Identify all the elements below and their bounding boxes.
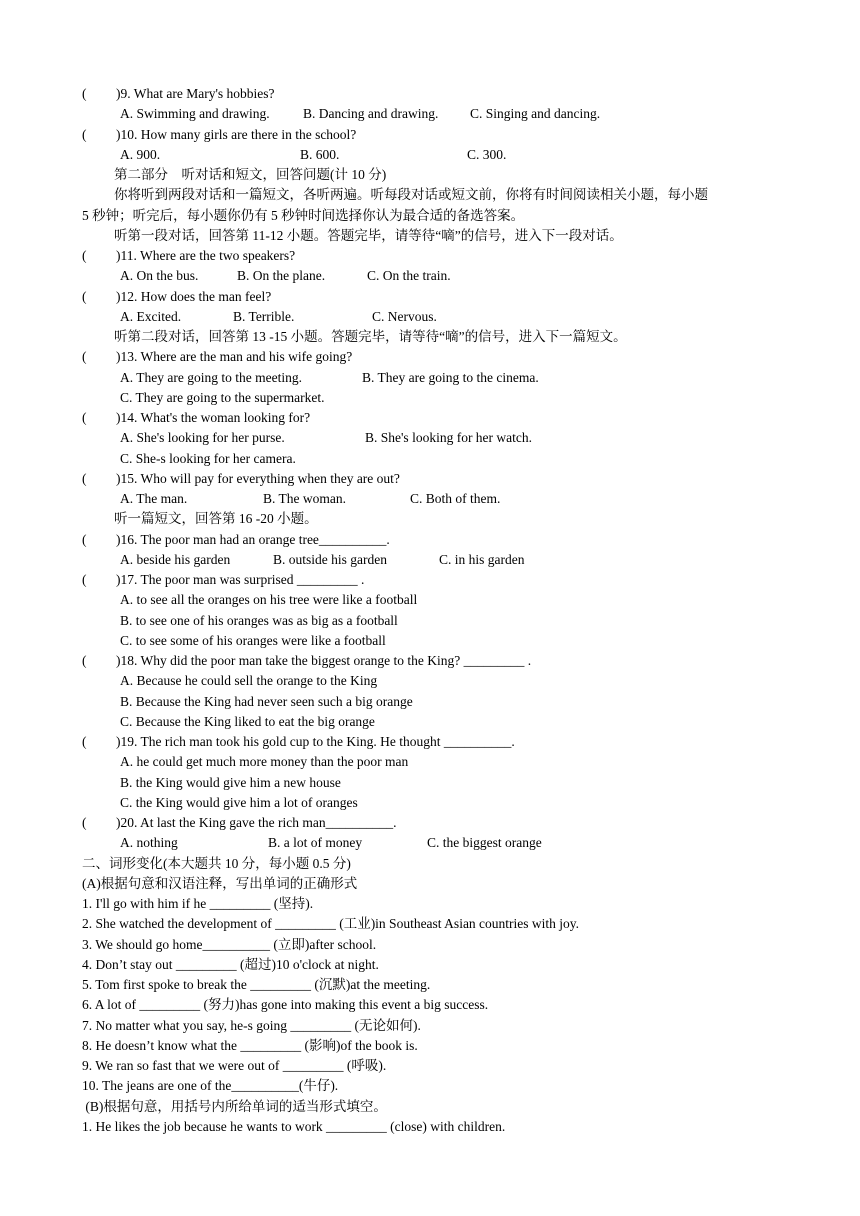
text-line [0, 975, 860, 995]
question-text: )13. Where are the man and his wife going? [116, 349, 353, 365]
options-line [0, 611, 860, 631]
text-line [0, 1056, 860, 1076]
answer-paren[interactable]: ( [82, 815, 87, 830]
text-line [0, 914, 860, 934]
options-line [0, 368, 860, 388]
options-line [0, 692, 860, 712]
line-text: 9. We ran so fast that we were out of _________ (呼吸). [82, 1058, 387, 1073]
answer-option: A. Because he could sell the orange to the King [120, 673, 378, 689]
answer-option: B. to see one of his oranges was as big as a football [120, 612, 398, 628]
answer-paren[interactable]: ( [82, 653, 87, 668]
answer-option: C. the biggest orange [427, 835, 542, 851]
line-text: 听第二段对话，回答第 13 -15 小题。答题完毕，请等待“嘀”的信号，进入下一篇短文。 [114, 329, 627, 344]
question-text: )12. How does the man feel? [116, 288, 272, 304]
answer-option: C. in his garden [439, 551, 525, 567]
options-line [0, 712, 860, 732]
question-line [0, 347, 860, 367]
question-text: )19. The rich man took his gold cup to the King. He thought __________. [116, 734, 515, 749]
answer-option: B. They are going to the cinema. [362, 369, 539, 385]
options-line [0, 388, 860, 408]
answer-option: B. On the plane. [237, 268, 326, 284]
line-text: 你将听到两段对话和一篇短文，各听两遍。听每段对话或短文前，你将有时间阅读相关小题，每小题 [114, 187, 708, 203]
answer-option: B. Dancing and drawing. [303, 106, 439, 122]
line-text: 1. He likes the job because he wants to work _________ (close) with children. [82, 1118, 506, 1134]
text-line [0, 935, 860, 955]
answer-option: C. Both of them. [410, 491, 501, 506]
answer-option: A. The man. [120, 491, 188, 506]
options-line [0, 307, 860, 327]
question-text: )9. What are Mary's hobbies? [116, 86, 275, 101]
options-line [0, 428, 860, 448]
answer-option: C. They are going to the supermarket. [120, 389, 325, 405]
question-text: )14. What's the woman looking for? [116, 410, 311, 425]
question-line [0, 408, 860, 428]
options-line [0, 489, 860, 509]
answer-option: A. to see all the oranges on his tree were like a football [120, 592, 418, 608]
text-line [0, 894, 860, 914]
options-line [0, 773, 860, 793]
answer-option: B. 600. [300, 146, 340, 162]
answer-option: B. Because the King had never seen such a big orange [120, 693, 413, 709]
answer-paren[interactable]: ( [82, 531, 87, 547]
answer-option: B. a lot of money [268, 835, 363, 851]
section-instruction [0, 327, 860, 347]
answer-option: B. The woman. [263, 491, 346, 506]
answer-paren[interactable]: ( [82, 349, 87, 365]
answer-paren[interactable]: ( [82, 470, 87, 486]
line-text: 3. We should go home__________ (立即)after school. [82, 936, 377, 952]
line-text: 7. No matter what you say, he-s going _________ (无论如何). [82, 1017, 421, 1033]
line-text: 听第一段对话，回答第 11-12 小题。答题完毕，请等待“嘀”的信号，进入下一段对话。 [114, 227, 623, 243]
answer-paren[interactable]: ( [82, 86, 87, 101]
question-line [0, 246, 860, 266]
answer-option: A. On the bus. [120, 268, 199, 284]
section-instruction [0, 226, 860, 246]
line-text: 10. The jeans are one of the__________(牛仔). [82, 1078, 339, 1094]
options-line [0, 590, 860, 610]
text-line [0, 206, 860, 226]
question-line [0, 125, 860, 145]
exam-page [0, 84, 860, 1137]
line-text: 听一篇短文，回答第 16 -20 小题。 [114, 511, 318, 527]
question-line [0, 287, 860, 307]
answer-option: C. to see some of his oranges were like a football [120, 632, 386, 648]
options-line [0, 631, 860, 651]
question-line [0, 84, 860, 104]
line-text: 8. He doesn’t know what the _________ (影响)of the book is. [82, 1037, 418, 1053]
text-line [0, 955, 860, 975]
answer-option: C. She-s looking for her camera. [120, 450, 296, 466]
text-line [0, 995, 860, 1015]
text-line [0, 874, 860, 894]
line-text: 二、词形变化(本大题共 10 分，每小题 0.5 分) [82, 855, 351, 871]
text-line [0, 1016, 860, 1036]
section-instruction [0, 185, 860, 205]
answer-paren[interactable]: ( [82, 248, 87, 263]
answer-option: C. Because the King liked to eat the big orange [120, 713, 375, 729]
options-line [0, 266, 860, 286]
line-text: 6. A lot of _________ (努力)has gone into making this event a big success. [82, 997, 489, 1013]
line-text: 1. I'll go with him if he _________ (坚持). [82, 896, 314, 911]
answer-option: A. beside his garden [120, 551, 231, 567]
section-instruction [0, 165, 860, 185]
options-line [0, 104, 860, 124]
answer-option: B. outside his garden [273, 551, 387, 567]
question-line [0, 469, 860, 489]
answer-option: A. She's looking for her purse. [120, 430, 285, 446]
options-line [0, 449, 860, 469]
answer-option: B. the King would give him a new house [120, 774, 341, 790]
question-text: )15. Who will pay for everything when they are out? [116, 470, 400, 486]
line-text: (B)根据句意，用括号内所给单词的适当形式填空。 [82, 1098, 387, 1114]
line-text: 第二部分 听对话和短文，回答问题(计 10 分) [114, 167, 387, 182]
answer-option: C. the King would give him a lot of oranges [120, 794, 358, 810]
answer-option: B. Terrible. [233, 308, 295, 324]
answer-option: C. Singing and dancing. [470, 106, 601, 122]
options-line [0, 833, 860, 853]
question-line [0, 813, 860, 833]
line-text: 2. She watched the development of _________ (工业)in Southeast Asian countries with joy. [82, 916, 580, 932]
answer-paren[interactable]: ( [82, 572, 87, 587]
question-text: )18. Why did the poor man take the biggest orange to the King? _________ . [116, 653, 532, 668]
answer-option: A. They are going to the meeting. [120, 369, 302, 385]
text-line [0, 1076, 860, 1096]
answer-option: C. Nervous. [372, 308, 437, 324]
question-line [0, 570, 860, 590]
question-line [0, 651, 860, 671]
answer-paren[interactable]: ( [82, 288, 87, 304]
text-line [0, 1036, 860, 1056]
question-text: )17. The poor man was surprised _________ . [116, 572, 365, 587]
answer-paren[interactable]: ( [82, 734, 87, 749]
options-line [0, 145, 860, 165]
options-line [0, 793, 860, 813]
answer-option: A. nothing [120, 835, 178, 851]
question-line [0, 530, 860, 550]
answer-paren[interactable]: ( [82, 410, 87, 425]
answer-option: C. 300. [467, 146, 507, 162]
line-text: (A)根据句意和汉语注释，写出单词的正确形式 [82, 875, 358, 891]
options-line [0, 671, 860, 691]
text-line [0, 854, 860, 874]
question-text: )11. Where are the two speakers? [116, 248, 296, 263]
question-line [0, 732, 860, 752]
line-text: 4. Don’t stay out _________ (超过)10 o'clock at night. [82, 956, 379, 972]
text-line [0, 1117, 860, 1137]
answer-option: A. Excited. [120, 308, 182, 324]
options-line [0, 752, 860, 772]
answer-option: A. he could get much more money than the poor man [120, 754, 409, 770]
question-text: )10. How many girls are there in the school? [116, 126, 357, 142]
line-text: 5. Tom first spoke to break the _________ (沉默)at the meeting. [82, 977, 431, 992]
answer-option: A. Swimming and drawing. [120, 106, 270, 122]
question-text: )16. The poor man had an orange tree__________. [116, 531, 390, 547]
options-line [0, 550, 860, 570]
line-text: 5 秒钟；听完后，每小题你仍有 5 秒钟时间选择你认为最合适的备选答案。 [82, 207, 525, 223]
answer-option: C. On the train. [367, 268, 451, 284]
question-text: )20. At last the King gave the rich man__________. [116, 815, 397, 830]
section-instruction [0, 509, 860, 529]
answer-paren[interactable]: ( [82, 126, 87, 142]
answer-option: B. She's looking for her watch. [365, 430, 533, 446]
text-line [0, 1097, 860, 1117]
answer-option: A. 900. [120, 146, 161, 162]
